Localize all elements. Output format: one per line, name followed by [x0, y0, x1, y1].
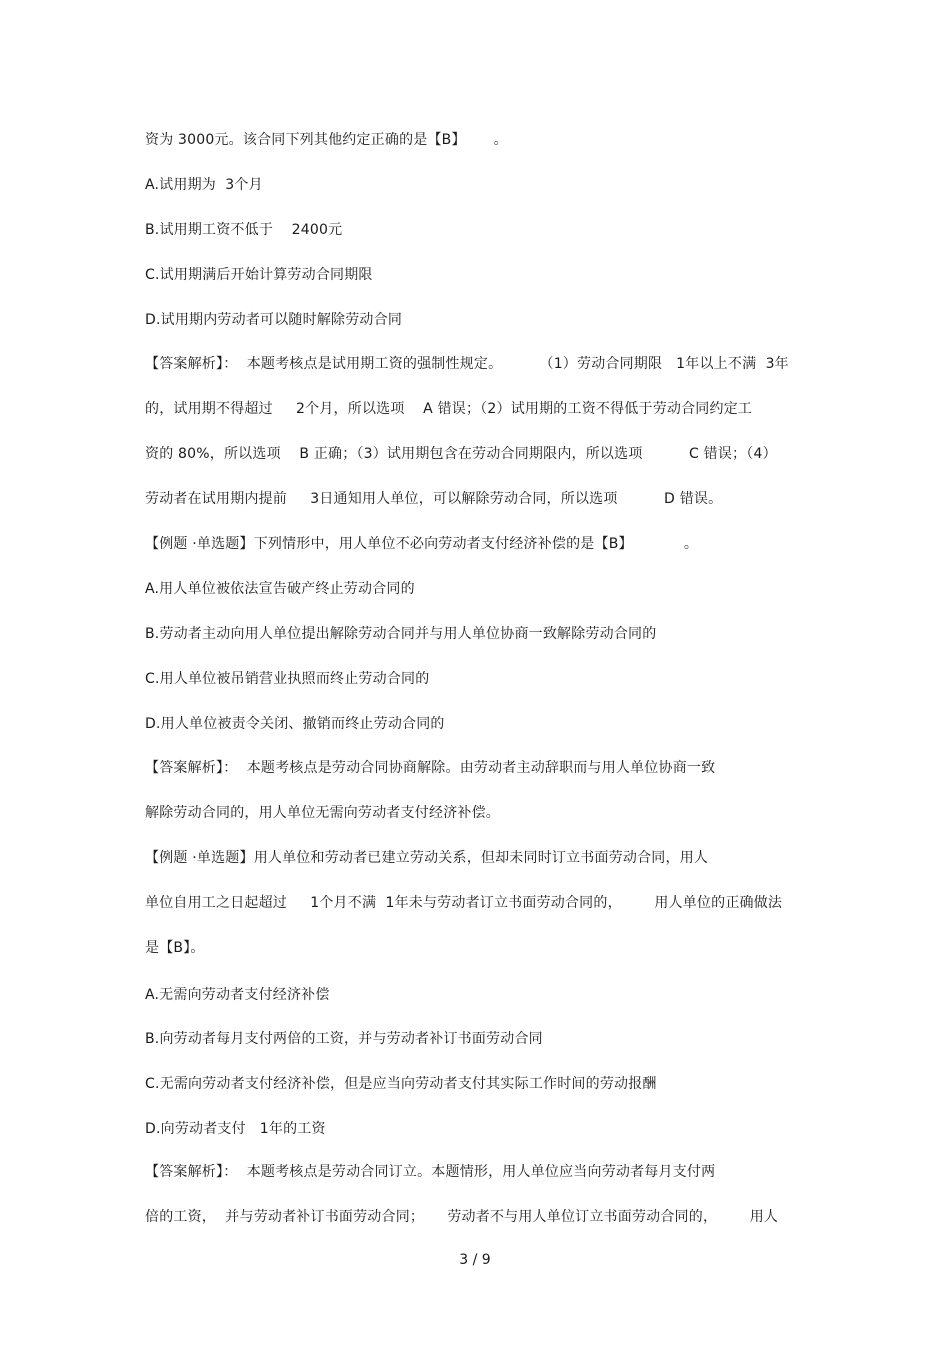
text-line: 单位自用工之日起超过 1个月不满 1年未与劳动者订立书面劳动合同的， 用人单位的正确做法: [145, 895, 783, 911]
text-line: 是【B】。: [145, 940, 205, 956]
text-line: 倍的工资， 并与劳动者补订书面劳动合同； 劳动者不与用人单位订立书面劳动合同的， 用人: [145, 1209, 779, 1225]
option-c: C.试用期满后开始计算劳动合同期限: [145, 267, 373, 283]
option-a: A.用人单位被依法宣告破产终止劳动合同的: [145, 581, 415, 597]
answer-analysis: 【答案解析】： 本题考核点是劳动合同订立。本题情形，用人单位应当向劳动者每月支付两: [145, 1164, 716, 1180]
option-d: D.向劳动者支付 1年的工资: [145, 1121, 326, 1137]
option-b: B.试用期工资不低于 2400元: [145, 222, 343, 238]
text-line: 资的 80%，所以选项 B 正确；（3）试用期包含在劳动合同期限内，所以选项 C 错误；（4）: [145, 446, 777, 462]
question-heading: 【例题 ·单选题】用人单位和劳动者已建立劳动关系，但却未同时订立书面劳动合同，用人: [145, 850, 709, 866]
option-d: D.试用期内劳动者可以随时解除劳动合同: [145, 312, 403, 328]
option-c: C.无需向劳动者支付经济补偿，但是应当向劳动者支付其实际工作时间的劳动报酬: [145, 1076, 657, 1092]
question-heading: 【例题 ·单选题】下列情形中，用人单位不必向劳动者支付经济补偿的是【B】 。: [145, 536, 699, 552]
option-d: D.用人单位被责令关闭、撤销而终止劳动合同的: [145, 716, 445, 732]
text-line: 劳动者在试用期内提前 3日通知用人单位，可以解除劳动合同，所以选项 D 错误。: [145, 491, 723, 507]
text-line: 的，试用期不得超过 2个月，所以选项 A 错误；（2）试用期的工资不得低于劳动合同约定工: [145, 401, 753, 417]
option-b: B.向劳动者每月支付两倍的工资，并与劳动者补订书面劳动合同: [145, 1031, 543, 1047]
answer-analysis: 【答案解析】： 本题考核点是试用期工资的强制性规定。 （1）劳动合同期限 1年以上不满 3年: [145, 356, 789, 372]
text-line: 解除劳动合同的，用人单位无需向劳动者支付经济补偿。: [145, 805, 500, 821]
page-number: 3 / 9: [459, 1252, 491, 1268]
option-a: A.无需向劳动者支付经济补偿: [145, 987, 330, 1003]
text-line: 资为 3000元。该合同下列其他约定正确的是【B】 。: [145, 132, 508, 148]
option-c: C.用人单位被吊销营业执照而终止劳动合同的: [145, 671, 430, 687]
option-a: A.试用期为 3个月: [145, 177, 263, 193]
option-b: B.劳动者主动向用人单位提出解除劳动合同并与用人单位协商一致解除劳动合同的: [145, 626, 657, 642]
answer-analysis: 【答案解析】： 本题考核点是劳动合同协商解除。由劳动者主动辞职而与用人单位协商一致: [145, 760, 716, 776]
